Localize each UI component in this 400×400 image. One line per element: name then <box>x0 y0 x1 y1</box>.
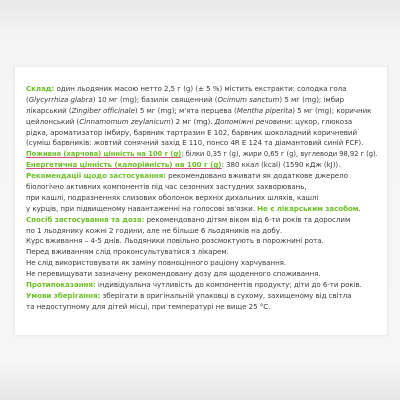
text-run: рідка, ароматизатор імбиру, барвник тартразин Е 102, барвник шоколадний коричневий <box>26 127 358 137</box>
text-run: зберігати в оригінальній упаковці в сухому, захищеному від світла <box>100 290 352 300</box>
text-run: Спосіб застосування та доза: <box>26 214 145 224</box>
text-run: індивідуальна чутливість до компонентів продукту; діти до 6-ти років. <box>95 280 362 290</box>
text-run: : 380 ккал (kcal) (1590 кДж (kJ)). <box>221 160 341 170</box>
text-line <box>26 160 378 171</box>
text-line <box>26 247 378 258</box>
text-run: Glycyrrhiza glabra <box>28 94 93 104</box>
text-line <box>26 280 378 291</box>
text-run: біологічно активних компонентів під час сезонних застудних захворювань, <box>26 182 307 192</box>
text-run: Склад: <box>26 84 55 93</box>
text-run: . <box>358 203 361 213</box>
text-line <box>26 95 378 106</box>
text-run: ) 10 мг (mg); базилік священний ( <box>92 94 218 104</box>
text-line <box>26 128 378 139</box>
text-run: та недоступному для дітей місці, при температурі не вище 25 °С. <box>26 301 271 311</box>
text-run: : білки 0,35 г (g), жири 0,65 г (g), вуглеводи 98,92 г (g). <box>181 149 378 159</box>
text-run: ) 2 мг (mg). <box>170 116 215 126</box>
text-line <box>26 193 378 204</box>
text-run: Протипоказання: <box>26 280 96 290</box>
text-run: Перед вживанням слід проконсультуватися з лікарем. <box>26 247 229 257</box>
text-line <box>26 302 378 313</box>
text-run: по 1 льодянику кожні 2 години, але не більше 6 льодяників на добу. <box>26 225 283 235</box>
text-run: Поживна (харчова) цінність на 100 г (g) <box>26 149 182 159</box>
text-run: Zingiber officinale <box>71 105 135 115</box>
text-run: Не слід використовувати як заміну повноцінного раціону харчування. <box>26 258 287 268</box>
text-line <box>26 171 378 182</box>
text-run: : цукор, глюкоза <box>290 116 353 126</box>
text-run: Не є лікарським засобом <box>257 203 359 213</box>
text-line <box>26 291 378 302</box>
text-run: Cinnamomum zeylanicum <box>79 116 171 126</box>
text-line <box>26 138 378 149</box>
text-run: Умови зберігання: <box>26 290 101 300</box>
text-run: Курс вживання – 4-5 днів. Льодяники повільно розсмоктують в порожнині рота. <box>26 236 324 246</box>
text-run: рекомендовано дітям віком від 6-ти років та дорослим <box>144 214 351 224</box>
text-run: Mentha piperita <box>236 105 293 115</box>
text-run: лікарський ( <box>26 105 72 115</box>
text-run: ) 5 мг (mg); імбир <box>279 94 345 104</box>
text-run: при кашлі, подразненнях слизових оболонок верхніх дихальних шляхів, кашлі <box>26 192 319 202</box>
text-line <box>26 204 378 215</box>
text-run: ( <box>26 94 29 104</box>
text-run: Допоміжні речовини <box>214 116 291 126</box>
text-line <box>26 236 378 247</box>
text-line <box>26 106 378 117</box>
text-run: рекомендовано вживати як додаткове джерело <box>165 171 348 181</box>
text-run: Рекомендації щодо застосування: <box>26 171 166 181</box>
text-run: (суміш барвників: жовтий сонячний захід Е 110, понсо 4R E 124 та діамантовий синій FCF). <box>26 138 364 148</box>
text-run: один льодяник масою нетто 2,5 г (g) (± 5 %) містить екстракти: солодка гола <box>54 84 347 93</box>
text-line <box>26 84 378 95</box>
text-line <box>26 269 378 280</box>
text-run: у курців, при підвищеному навантаженні на голосові зв'язки. <box>26 203 258 213</box>
text-line <box>26 149 378 160</box>
text-line <box>26 226 378 237</box>
text-run: Ocimum sanctum <box>217 94 280 104</box>
text-run: ) 5 мг (mg); м'ята перцева ( <box>134 105 237 115</box>
label-text <box>26 84 378 313</box>
text-line <box>26 258 378 269</box>
text-line <box>26 182 378 193</box>
text-line <box>26 117 378 128</box>
text-run: ) 5 мг (mg); коричник <box>292 105 372 115</box>
text-line <box>26 215 378 226</box>
text-run: цейлонський ( <box>26 116 80 126</box>
text-run: Не перевищувати зазначену рекомендовану дозу для щоденного споживання. <box>26 269 321 279</box>
text-run: Енергетична цінність (калорійність) на 100 г (g) <box>26 160 222 170</box>
